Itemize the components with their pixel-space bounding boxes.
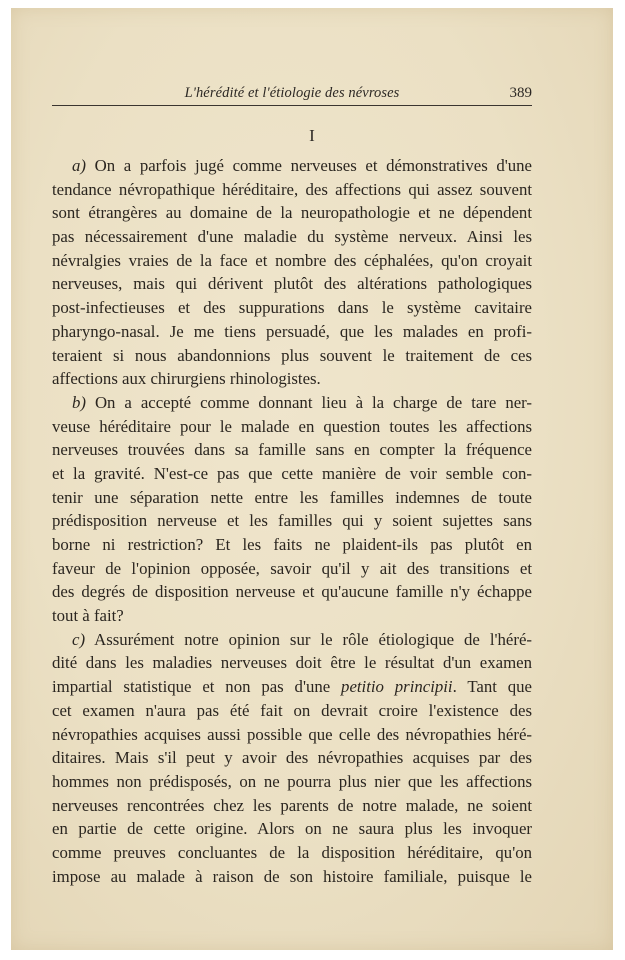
text-line: b) On a accepté comme donnant lieu à la charge de tare ner- (72, 392, 532, 412)
text-line: a) On a parfois jugé comme nerveuses et démonstratives d'une (72, 156, 532, 175)
paragraph-a (52, 154, 532, 391)
text-line: névralgies vraies de la face et nombre des céphalées, qu'on croyait (52, 250, 532, 270)
text-line: nerveuses trouvées dans sa famille sans en compter la fréquence (52, 440, 532, 460)
text-line: teraient si nous abandonnions plus souvent le traitement de ces (52, 345, 532, 365)
text-line: impose au malade à raison de son histoire familiale, puisque le (52, 866, 532, 886)
running-title: L'hérédité et l'étiologie des névroses (184, 85, 400, 101)
text-line: comme preuves concluantes de la disposition héréditaire, qu'on (52, 842, 532, 862)
paragraph-marker: b) (72, 392, 86, 412)
text-line: c) Assurément notre opinion sur le rôle étiologique de l'héré- (72, 629, 532, 649)
text-line: post-infectieuses et des suppurations dans le système cavitaire (52, 298, 532, 318)
text-line: veuse héréditaire pour le malade en question toutes les affections (52, 416, 532, 436)
text-line: cet examen n'aura pas été fait on devrait croire l'existence des (52, 700, 532, 720)
text-line: prédisposition nerveuse et les familles qui y soient sujettes sans (52, 511, 532, 531)
text-line: dité dans les maladies nerveuses doit être le résultat d'un examen (52, 653, 532, 673)
body-text (52, 154, 532, 888)
text-line: et la gravité. N'est-ce pas que cette manière de voir semble con- (52, 463, 532, 483)
text-line: névropathies acquises aussi possible que celle des névropathies héré- (52, 724, 532, 744)
book-page (11, 8, 613, 950)
text-line: nerveuses, mais qui dérivent plutôt des altérations pathologiques (52, 274, 532, 294)
text-line: borne ni restriction? Et les faits ne plaident-ils pas plutôt en (52, 535, 532, 554)
paragraph-c (52, 628, 532, 889)
latin-phrase: petitio principii (341, 677, 453, 697)
text-line: ditaires. Mais s'il peut y avoir des névropathies acquises par des (52, 748, 532, 768)
text-line: tendance névropathique héréditaire, des affections qui assez souvent (52, 179, 532, 199)
text-line: impartial statistique et non pas d'une petitio principii. Tant que (52, 677, 533, 697)
text-line: faveur de l'opinion opposée, savoir qu'il y ait des transitions et (52, 558, 532, 578)
page-number: 389 (509, 85, 532, 101)
text-line: nerveuses rencontrées chez les parents de notre malade, ne soient (52, 795, 532, 815)
paragraph-marker: c) (72, 629, 86, 649)
paragraph-b (52, 391, 532, 628)
text-line: sont étrangères au domaine de la neuropathologie et ne dépendent (52, 203, 532, 223)
text-line: des degrés de disposition nerveuse et qu'aucune famille n'y échappe (52, 582, 532, 602)
text-line: tenir une séparation nette entre les familles indemnes de toute (52, 487, 532, 507)
text-line: hommes non prédisposés, on ne pourra plus nier que les affections (52, 771, 532, 791)
section-numeral: I (309, 126, 315, 145)
text-line: en partie de cette origine. Alors on ne saura plus les invoquer (52, 819, 532, 839)
text-line: pharyngo-nasal. Je me tiens persuadé, que les malades en profi- (52, 321, 532, 341)
running-header (52, 83, 532, 106)
text-line: tout à fait? (52, 606, 124, 626)
text-line: affections aux chirurgiens rhinologistes. (52, 369, 321, 389)
text-line: pas nécessairement d'une maladie du système nerveux. Ainsi les (52, 227, 532, 247)
paragraph-marker: a) (72, 156, 86, 175)
